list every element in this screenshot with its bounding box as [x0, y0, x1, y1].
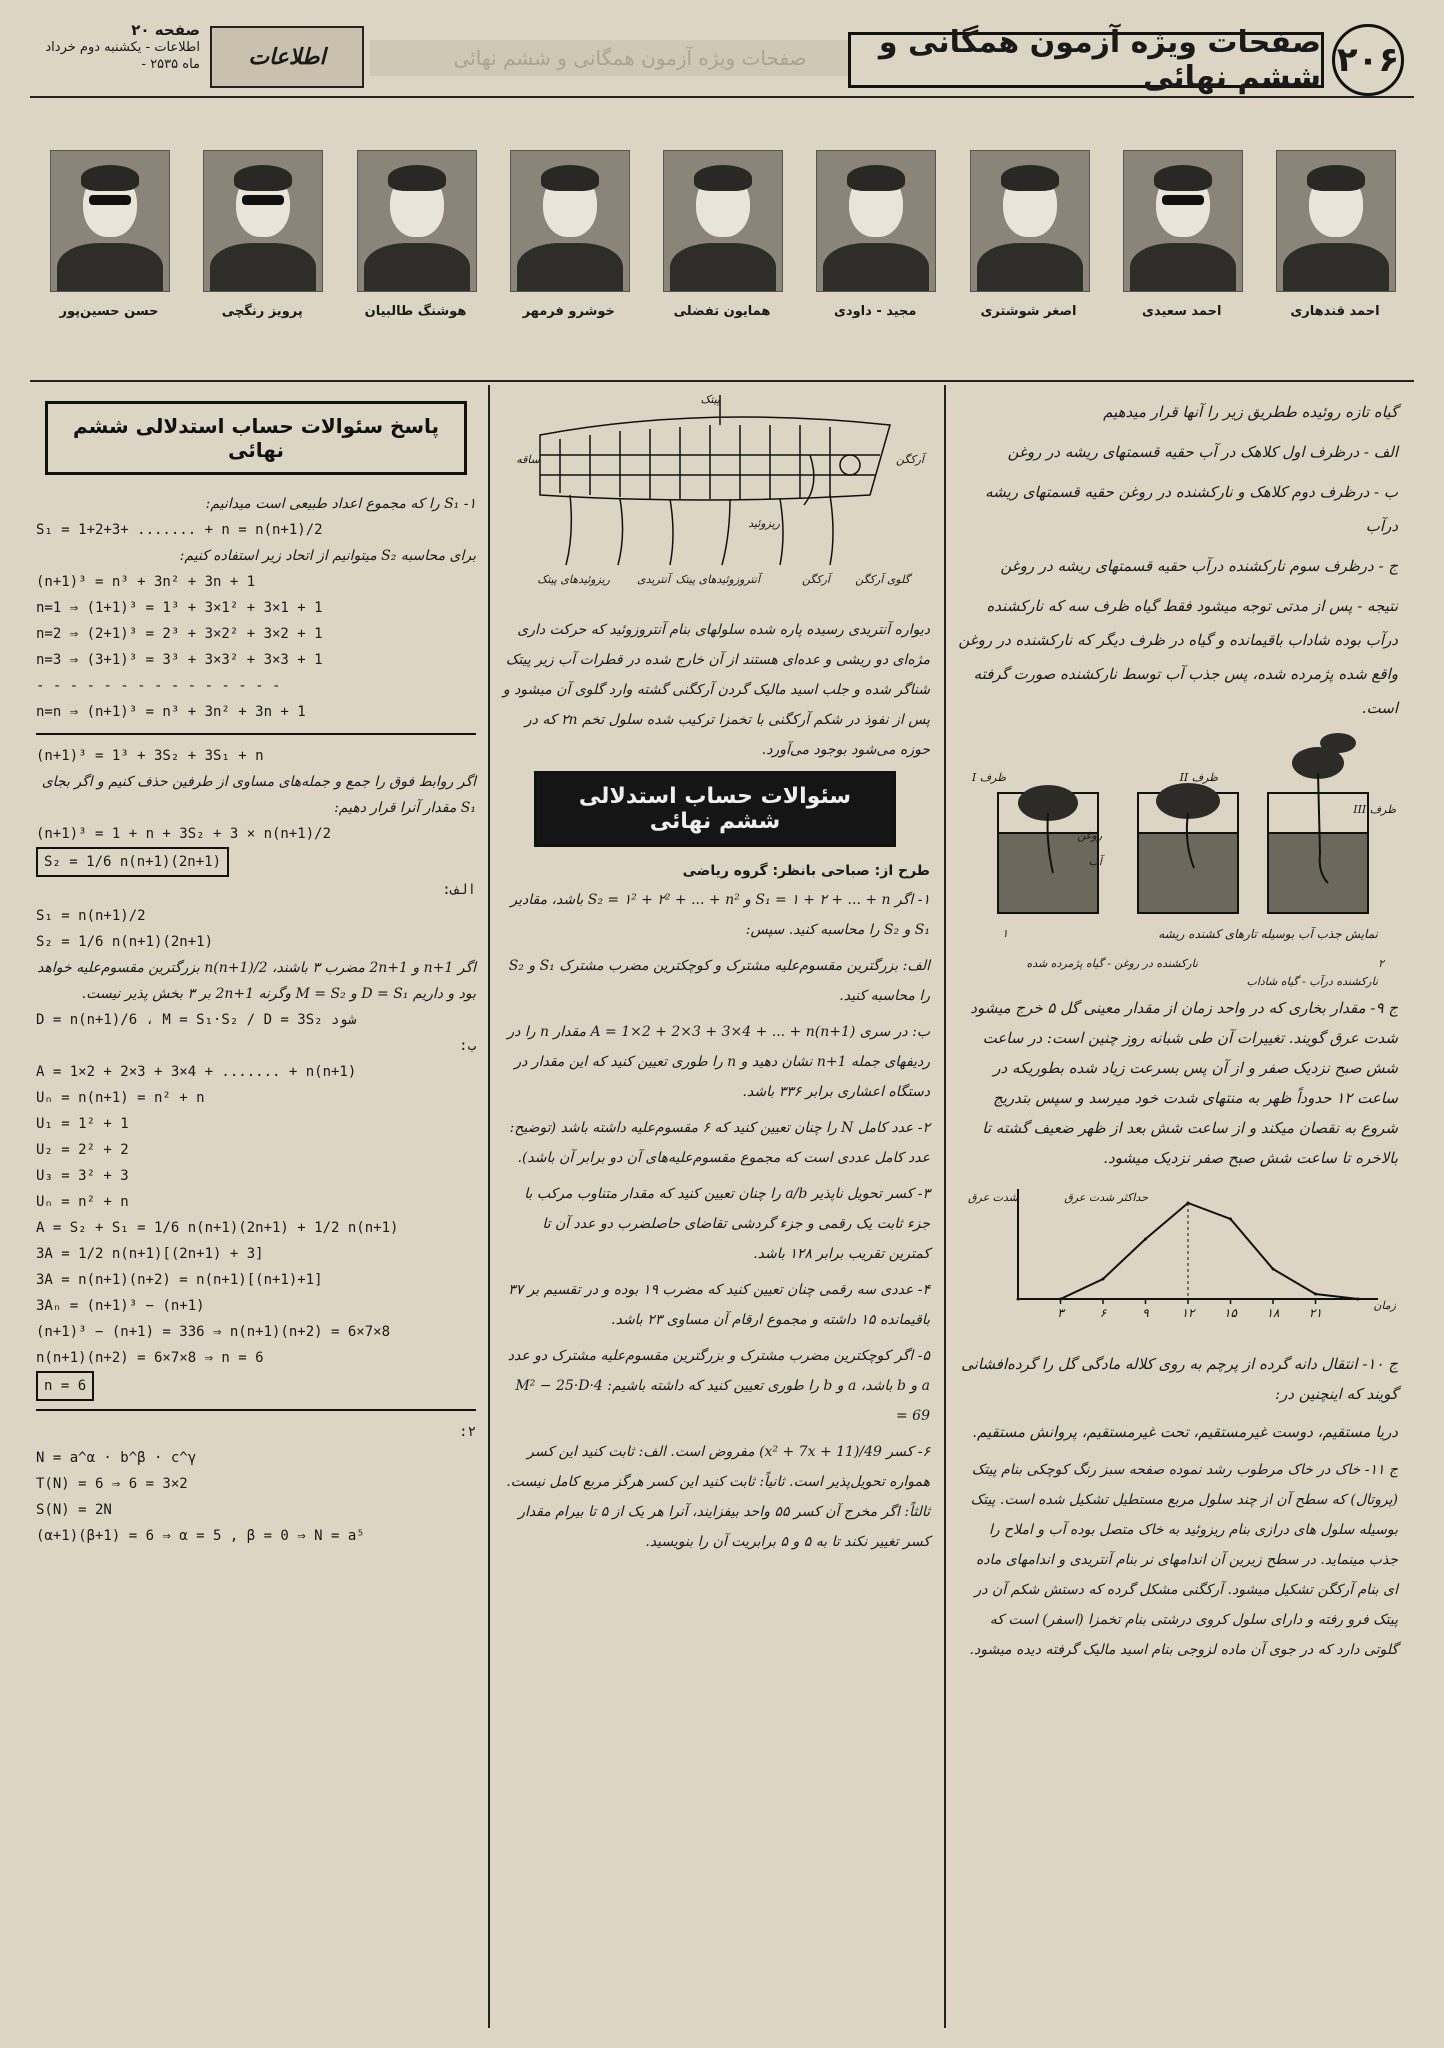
x-tick-label: ۹ — [1142, 1306, 1149, 1320]
page-title: صفحات ویژه آزمون همگانی و ششم نهائی — [848, 32, 1324, 88]
x-tick-label: ۱۸ — [1266, 1306, 1280, 1320]
oil-label: روغن — [1077, 829, 1102, 842]
figure-sub-caption: نارکشنده درآب - گیاه شاداب — [1246, 975, 1378, 988]
solution-line: (n+1)³ − (n+1) = 336 ⇒ n(n+1)(n+2) = 6×7×8 — [36, 1324, 391, 1340]
figure-label: آنتریدی — [637, 573, 670, 586]
answer-11: ج ۱۱- خاک در خاک مرطوب رشد نموده صفحه سبز رنگ کوچکی بنام پیتک (پروتال) که سطح آن از چند سلول مربع مستطیل تشکیل شده است. پیتک بوسیله سلول های درازی بنام ریزوئید به خاک متصل بوده آب و املاح را جذب مینماید. در سطح زیرین آن اندامهای نر بنام آنتریدی و اندامهای ماده ای بنام آرکگن تشکیل میشود. آرکگنی مشکل گرده که دستش شکم آن در پیتک فرو رفته و دارای سلول کروی درشتی بنام تخمزا (اسفر) است که گلوتی دارد که در جوی آن ماده لزوجی بنام اسید مالیک گرفته دیده میشود. — [969, 1462, 1398, 1658]
figure-caption: نمایش جذب آب بوسیله تارهای کشنده ریشه — [1158, 927, 1378, 941]
solution-line: Uₙ = n² + n — [36, 1194, 129, 1210]
person-name: احمد سعیدی — [1142, 304, 1222, 319]
solution-line: U₁ = 1² + 1 — [36, 1116, 129, 1132]
solution-line: Uₙ = n(n+1) = n² + n — [36, 1090, 205, 1106]
portrait-hair — [541, 165, 599, 191]
divider — [36, 1409, 476, 1411]
solution-line: n=2 ⇒ (2+1)³ = 2³ + 3×2² + 3×2 + 1 — [36, 626, 323, 642]
portrait-hair — [847, 165, 905, 191]
dish-label: ظرف I — [971, 771, 1006, 784]
dish-label: ظرف II — [1179, 771, 1218, 784]
portrait-photo — [970, 150, 1090, 292]
person-card — [1276, 150, 1394, 319]
portrait-photo — [816, 150, 936, 292]
portrait-glasses — [89, 195, 131, 205]
question: الف: بزرگترین مقسوم‌علیه مشترک و کوچکترین مضرب مشترک S₁ و S₂ را محاسبه کنید. — [508, 958, 930, 1004]
chart-annotation: حداکثر شدت عرق — [1064, 1191, 1148, 1204]
solution-line: 3A = n(n+1)(n+2) = n(n+1)[(n+1)+1] — [36, 1272, 323, 1288]
solution-line: S₂ = 1/6 n(n+1)(2n+1) — [36, 847, 229, 877]
conclusion-text: نتیجه - پس از مدتی توجه میشود فقط گیاه ظرف سه که نارکشنده درآب بوده شاداب باقیمانده و گیاه در ظرف دیگر که نارکشنده در روغن واقع شده پژمرده شده، پس جذب آب توسط نارکشنده صورت گرفته است. — [958, 597, 1398, 717]
figure-number: ۱ — [1002, 927, 1008, 940]
person-card — [816, 150, 934, 319]
solution-line: (n+1)³ = 1 + n + 3S₂ + 3 × n(n+1)/2 — [36, 826, 332, 842]
figure-label: ساقه — [516, 453, 540, 466]
dish-label: ظرف III — [1353, 803, 1396, 816]
portrait-shoulders — [977, 243, 1083, 292]
solution-line: S₁ = 1+2+3+ ....... + n = n(n+1)/2 — [36, 522, 323, 538]
page-info — [40, 22, 200, 73]
prothallus-illustration — [500, 395, 930, 595]
figure-label: آرکگن — [895, 453, 924, 466]
solution-line: الف: — [442, 882, 476, 898]
divider — [30, 380, 1414, 382]
date-line: اطلاعات - یکشنبه دوم خرداد — [45, 40, 200, 55]
solution-line: اگر n+1 و 2n+1 مضرب ۳ باشند، n(n+1)/2 بزرگترین مقسوم‌علیه خواهد بود و داریم D = S₁ و M = S₂ وگرنه 2n+1 بر ۳ بخش پذیر نیست. — [37, 960, 476, 1002]
section-title: پاسخ سئوالات حساب استدلالی ششم نهائی — [45, 401, 467, 475]
data-point — [1272, 1268, 1275, 1271]
page-number: ۲۰۶ — [1332, 24, 1404, 96]
x-tick-label: ۱۵ — [1224, 1306, 1237, 1320]
question: ۶- کسر 49/(x² + 7x + 11) مفروض است. الف: ثابت کنید این کسر همواره تحویل‌پذیر است. ثانیاً: ثابت کنید این کسر هرگز مربع کامل نیست. ثالثاً: اگر مخرج آن کسر ۵۵ واحد بیفزایند، آنرا هر یک از ۵ تا بیرام مقدار کسر تغییر نکند تا به ۵ و ۵ برابریت آن را بنویسید. — [506, 1444, 930, 1550]
dishes-illustration — [958, 733, 1398, 933]
person-card — [50, 150, 168, 319]
portrait-hair — [694, 165, 752, 191]
portrait-photo — [50, 150, 170, 292]
figure-label: آرکگن — [801, 573, 830, 586]
solution-line: ب: — [459, 1038, 476, 1054]
answer-9: ج ۹- مقدار بخاری که در واحد زمان از مقدار معینی گل ۵ خرج میشود شدت عرق گویند. تغییرات آن طی شبانه روز چنین است: در ساعت شش صبح نزدیک صفر و از آن پس بسرعت زیاد شده بطوریکه در ساعت ۱۲ حدوداً ظهر به منتهای شدت خود میرسد و سپس بتدریج شروع به نقصان میکند و از ساعت شش بعد از ظهر ضعیف گشته تا بالاخره تا ساعت شش صبح صفر نزدیک میشود. — [970, 999, 1398, 1167]
intro-text: گیاه تازه روئیده ططریق زیر را آنها قرار میدهیم — [1103, 403, 1398, 421]
person-name: احمد قندهاری — [1290, 304, 1380, 319]
y-axis-label: شدت عرق — [967, 1191, 1018, 1204]
solution-line: (n+1)³ = 1³ + 3S₂ + 3S₁ + n — [36, 748, 264, 764]
x-tick-label: ۳ — [1057, 1306, 1064, 1320]
solution-line: (n+1)³ = n³ + 3n² + 3n + 1 — [36, 574, 256, 590]
person-card — [970, 150, 1088, 319]
solution-line: برای محاسبه S₂ میتوانیم از اتحاد زیر استفاده کنیم: — [179, 548, 476, 564]
column-divider — [488, 385, 490, 2028]
data-point — [1102, 1278, 1105, 1281]
portrait-glasses — [1162, 195, 1204, 205]
figure-label: ریزوئیدهای پیتک — [537, 573, 610, 586]
x-axis-label: زمان — [1373, 1299, 1396, 1312]
person-name: اصغر شوشتری — [980, 304, 1077, 319]
question: ۳- کسر تحویل ناپذیر a/b را چنان تعیین کنید که مقدار متناوب مرکب با جزء ثابت یک رقمی و جزء گردشی تقاضای حاصلضرب دو عدد آن تا کمترین تقریب برابر ۱۲۸ باشد. — [524, 1186, 930, 1262]
person-card — [357, 150, 475, 319]
x-tick-label: ۲۱ — [1309, 1306, 1322, 1320]
portrait-shoulders — [517, 243, 623, 292]
person-name: همایون تفضلی — [673, 304, 771, 319]
figure-sub-caption: نارکشنده در روغن - گیاه پژمرده شده — [1026, 957, 1198, 970]
solution-line: 3Aₙ = (n+1)³ − (n+1) — [36, 1298, 205, 1314]
figure-label: گلوی آرکگن — [855, 573, 910, 586]
solution-line: S₂ = 1/6 n(n+1)(2n+1) — [36, 934, 214, 950]
paper-logo: اطلاعات — [210, 26, 364, 88]
portrait-hair — [1307, 165, 1365, 191]
person-card — [203, 150, 321, 319]
x-tick-label: ۱۲ — [1181, 1306, 1195, 1320]
solution-line: S(N) = 2N — [36, 1502, 112, 1518]
solution-line: U₂ = 2² + 2 — [36, 1142, 129, 1158]
portrait-shoulders — [57, 243, 163, 292]
data-point — [1229, 1218, 1232, 1221]
water-label: آب — [1088, 855, 1102, 868]
data-point — [1144, 1238, 1147, 1241]
water-absorption-figure — [958, 733, 1398, 993]
person-name: هوشنگ طالبیان — [364, 304, 467, 319]
figure-label: ریزوئید — [748, 517, 780, 530]
middle-column — [500, 395, 930, 1563]
item-text: ج - درظرف سوم نارکشنده درآب حقیه قسمتهای ریشه در روغن — [1000, 557, 1398, 575]
person-card — [1123, 150, 1241, 319]
portrait-hair — [81, 165, 139, 191]
data-point — [1017, 1298, 1020, 1301]
prothallus-text: دیواره آنتریدی رسیده پاره شده سلولهای بنام آنتروزوئید که حرکت داری مژه‌ای دو ریشی و عده‌ای هستند از آن خارج شده در قطرات آب زیر پیتک شناگر شده و جلب اسید مالیک گردن آرکگنی گشته وارد گلوی آن میشود و پس از نفوذ در شکم آرکگنی با تخمزا ترکیب شده سلول تخم ۲n که در حوزه می‌شود بوجود می‌آورد. — [502, 622, 930, 758]
figure-label: آنتروزوئیدهای پیتک — [675, 573, 760, 586]
solution-line-wrap — [36, 847, 476, 877]
solution-line: اگر روابط فوق را جمع و جمله‌های مساوی از طرفین حذف کنیم و اگر بجای S₁ مقدار آنرا قرار دهیم: — [41, 774, 476, 816]
question: ۴- عددی سه رقمی چنان تعیین کنید که مضرب ۱۹ بوده و در تقسیم بر ۳۷ باقیمانده ۱۵ داشته و مجموع ارقام آن مساوی ۲۳ باشد. — [508, 1282, 930, 1328]
solution-1 — [36, 491, 476, 1549]
data-point — [1314, 1293, 1317, 1296]
solution-line: 3A = 1/2 n(n+1)[(2n+1) + 3] — [36, 1246, 264, 1262]
left-column — [36, 395, 476, 1549]
faded-heading: صفحات ویژه آزمون همگانی و ششم نهائی — [370, 40, 890, 76]
portrait-hair — [234, 165, 292, 191]
photo-strip — [50, 150, 1394, 350]
portrait-photo — [357, 150, 477, 292]
portrait-hair — [1154, 165, 1212, 191]
portrait-shoulders — [1283, 243, 1389, 292]
person-name: حسن حسین‌پور — [59, 304, 159, 319]
item-text: الف - درظرف اول کلاهک در آب حقیه قسمتهای ریشه در روغن — [1007, 443, 1398, 461]
date-line: ماه ۲۵۳۵ - — [141, 57, 200, 72]
item-text: ب - درظرف دوم کلاهک و نارکشنده در روغن حقیه قسمتهای ریشه درآب — [985, 483, 1398, 535]
designer-line: طرح از: صباحی بانظر: گروه ریاضی — [682, 863, 930, 879]
portrait-photo — [510, 150, 630, 292]
solution-line-wrap — [36, 1371, 476, 1401]
chart-svg — [958, 1179, 1398, 1329]
transpiration-chart — [958, 1179, 1398, 1339]
portrait-glasses — [242, 195, 284, 205]
page-label: صفحه ۲۰ — [131, 21, 200, 39]
portrait-shoulders — [210, 243, 316, 292]
portrait-photo — [1123, 150, 1243, 292]
solution-line: T(N) = 6 ⇒ 6 = 3×2 — [36, 1476, 188, 1492]
solution-line: D = n(n+1)/6 ، M = S₁·S₂ / D = 3S₂ شود — [36, 1012, 357, 1028]
solution-line: U₃ = 3² + 3 — [36, 1168, 129, 1184]
solution-line: N = a^α · b^β · c^γ — [36, 1450, 197, 1466]
solution-line: n=3 ⇒ (3+1)³ = 3³ + 3×3² + 3×3 + 1 — [36, 652, 323, 668]
person-name: مجید - داودی — [834, 304, 917, 319]
solution-line: A = 1×2 + 2×3 + 3×4 + ....... + n(n+1) — [36, 1064, 357, 1080]
column-divider — [944, 385, 946, 2028]
portrait-shoulders — [364, 243, 470, 292]
portrait-photo — [1276, 150, 1396, 292]
portrait-photo — [663, 150, 783, 292]
divider — [36, 733, 476, 735]
solution-line: ۱- S₁ را که مجموع اعداد طبیعی است میدانیم: — [205, 496, 476, 512]
answer-10: ج ۱۰- انتقال دانه گرده از پرچم به روی کلاله مادگی گل را گرده‌افشانی گویند که اینچنین در: — [961, 1355, 1398, 1403]
portrait-photo — [203, 150, 323, 292]
solution-line: - - - - - - - - - - - - - - - — [36, 678, 281, 694]
question: ۲- عدد کامل N را چنان تعیین کنید که ۶ مقسوم‌علیه داشته باشد (توضیح: عدد کامل عددی است که مجموع مقسوم‌علیه‌های آن دو برابر آن باشد). — [509, 1120, 930, 1166]
divider — [30, 96, 1414, 98]
answer-10-types: دریا مستقیم، دوست غیرمستقیم، تحت غیرمستقیم، پروانش مستقیم. — [972, 1423, 1398, 1441]
portrait-hair — [388, 165, 446, 191]
boxed-answer: n = 6 — [36, 1371, 94, 1401]
person-card — [663, 150, 781, 319]
solution-line: n=1 ⇒ (1+1)³ = 1³ + 3×1² + 3×1 + 1 — [36, 600, 323, 616]
solution-line: (α+1)(β+1) = 6 ⇒ α = 5 , β = 0 ⇒ N = a⁵ — [36, 1528, 365, 1544]
question: ب: در سری A = 1×2 + 2×3 + 3×4 + ... + n(n+1) مقدار n را در ردیفهای جمله n+1 نشان دهید و n را طوری تعیین کنید که این مقدار در دستگاه اعشاری برابر ۳۳۶ باشد. — [507, 1024, 930, 1100]
portrait-shoulders — [823, 243, 929, 292]
person-name: خوشرو فرمهر — [522, 304, 615, 319]
solution-line: A = S₂ + S₁ = 1/6 n(n+1)(2n+1) + 1/2 n(n+1) — [36, 1220, 399, 1236]
data-point — [1357, 1298, 1360, 1301]
question: ۵- اگر کوچکترین مضرب مشترک و بزرگترین مقسوم‌علیه مشترک دو عدد a و b باشد، a و b را طوری تعیین کنید که داشته باشیم: 4·M² − 25·D = 69 — [507, 1348, 930, 1424]
portrait-shoulders — [1130, 243, 1236, 292]
person-card — [510, 150, 628, 319]
section-title: سئوالات حساب استدلالی ششم نهائی — [534, 771, 896, 847]
solution-line: ۲: — [459, 1424, 476, 1440]
masthead — [40, 18, 1404, 98]
person-name: پرویز رنگچی — [221, 304, 303, 319]
figure-number: ۲ — [1378, 957, 1384, 970]
fern-prothallus-figure — [500, 395, 930, 615]
solution-line: S₁ = n(n+1)/2 — [36, 908, 146, 924]
figure-label: پیتک — [700, 393, 720, 406]
x-tick-label: ۶ — [1099, 1306, 1107, 1320]
portrait-hair — [1001, 165, 1059, 191]
portrait-shoulders — [670, 243, 776, 292]
right-column — [958, 395, 1398, 1671]
solution-line: n(n+1)(n+2) = 6×7×8 ⇒ n = 6 — [36, 1350, 264, 1366]
question: ۱- اگر S₁ = ۱ + ۲ + ... + n و S₂ = ۱² + ۲² + ... + n² باشد، مقادیر S₁ و S₂ را محاسبه کنید. سپس: — [510, 892, 930, 938]
solution-line: n=n ⇒ (n+1)³ = n³ + 3n² + 3n + 1 — [36, 704, 306, 720]
